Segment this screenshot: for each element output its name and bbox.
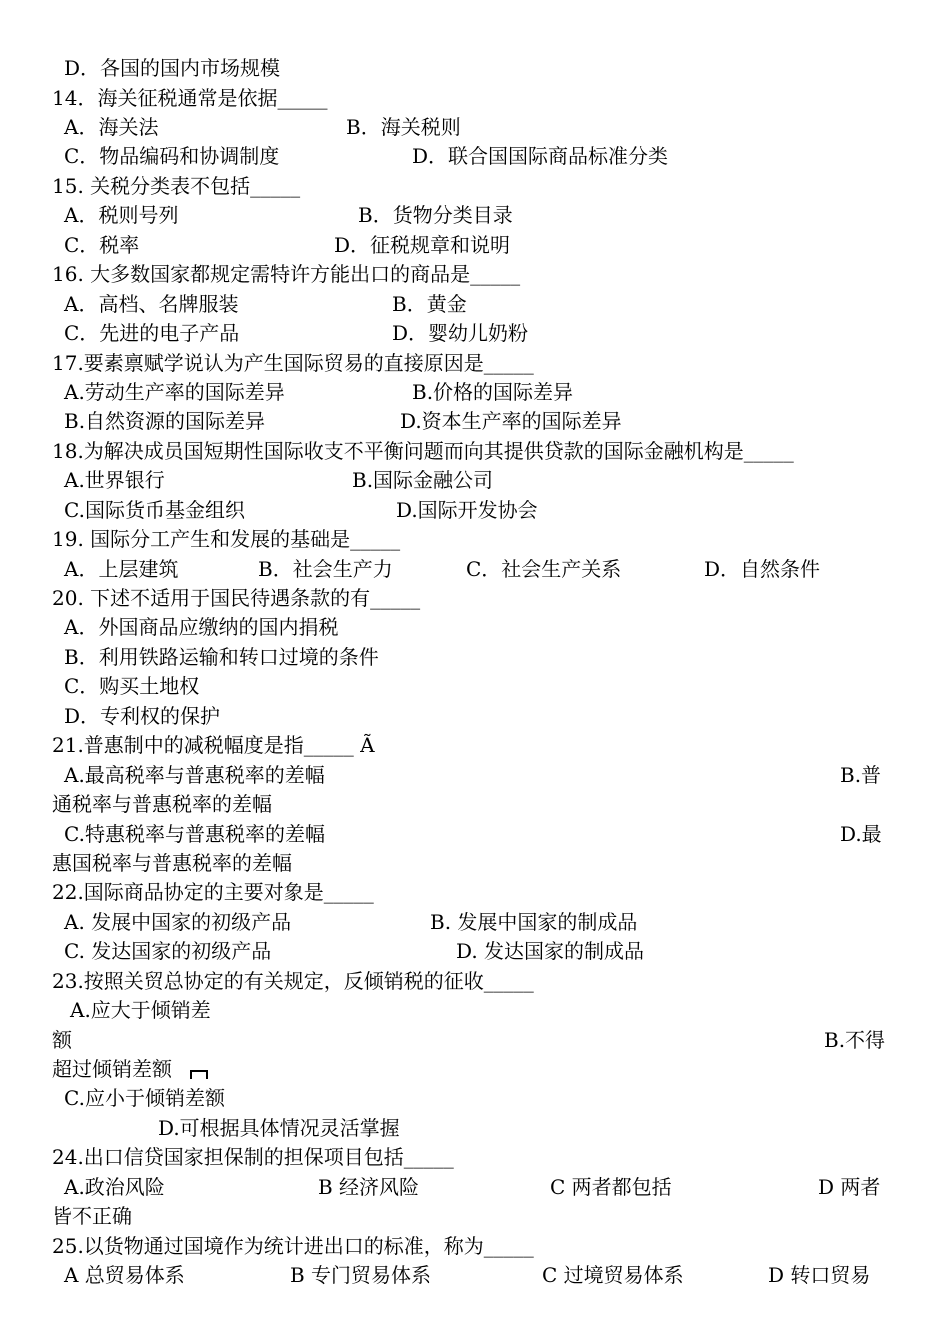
q23-option-a-cont: 额 (52, 1028, 72, 1052)
q21-question: 21.普惠制中的减税幅度是指_____ Ã (52, 733, 375, 757)
q19-option-b: B．社会生产力 (258, 557, 393, 581)
q16-option-a: A．高档、名牌服装 (64, 292, 239, 316)
q17-option-c: B.自然资源的国际差异 (64, 409, 266, 433)
q20-option-d: D．专利权的保护 (64, 704, 221, 728)
q24-option-d-start: D 两者 (818, 1175, 881, 1199)
q21-option-d-cont: 惠国税率与普惠税率的差幅 (52, 851, 292, 875)
q24-option-b: B 经济风险 (318, 1175, 420, 1199)
q16-option-b: B．黄金 (392, 292, 467, 316)
q18-option-b: B.国际金融公司 (352, 468, 494, 492)
q16-option-d: D．婴幼儿奶粉 (392, 321, 529, 345)
q14-question: 14．海关征税通常是依据_____ (52, 86, 328, 110)
q25-option-c: C 过境贸易体系 (542, 1263, 684, 1287)
stray-mark-icon (190, 1068, 208, 1080)
q15-option-a: A．税则号列 (64, 203, 179, 227)
q16-question: 16. 大多数国家都规定需特许方能出口的商品是_____ (52, 262, 521, 286)
q22-option-d: D. 发达国家的制成品 (456, 939, 645, 963)
q18-option-c: C.国际货币基金组织 (64, 498, 245, 522)
q18-option-d: D.国际开发协会 (396, 498, 538, 522)
q18-option-a: A.世界银行 (64, 468, 165, 492)
q25-option-a: A 总贸易体系 (64, 1263, 185, 1287)
q13-option-d: D．各国的国内市场规模 (64, 56, 281, 80)
q21-option-c: C.特惠税率与普惠税率的差幅 (64, 822, 325, 846)
q23-question: 23.按照关贸总协定的有关规定，反倾销税的征收_____ (52, 969, 534, 993)
q22-option-a: A. 发展中国家的初级产品 (64, 910, 292, 934)
q19-option-c: C．社会生产关系 (466, 557, 622, 581)
q16-option-c: C．先进的电子产品 (64, 321, 240, 345)
q20-option-b: B．利用铁路运输和转口过境的条件 (64, 645, 379, 669)
q25-question: 25.以货物通过国境作为统计进出口的标准，称为_____ (52, 1234, 534, 1258)
q25-option-d: D 转口贸易 (768, 1263, 871, 1287)
q19-option-d: D．自然条件 (704, 557, 821, 581)
q19-option-a: A．上层建筑 (64, 557, 179, 581)
q14-option-a: A．海关法 (64, 115, 159, 139)
q23-option-b-start: B.不得 (824, 1028, 886, 1052)
q23-option-c: C.应小于倾销差额 (64, 1086, 225, 1110)
q21-option-a: A.最高税率与普惠税率的差幅 (64, 763, 325, 787)
q15-option-c: C．税率 (64, 233, 140, 257)
q17-option-d: D.资本生产率的国际差异 (400, 409, 622, 433)
q17-option-b: B.价格的国际差异 (412, 380, 574, 404)
q14-option-b: B．海关税则 (346, 115, 461, 139)
q17-question: 17.要素禀赋学说认为产生国际贸易的直接原因是_____ (52, 351, 534, 375)
q21-option-b-cont: 通税率与普惠税率的差幅 (52, 792, 272, 816)
q18-question: 18.为解决成员国短期性国际收支不平衡问题而向其提供贷款的国际金融机构是_____ (52, 439, 794, 463)
q22-option-b: B. 发展中国家的制成品 (430, 910, 638, 934)
q24-question: 24.出口信贷国家担保制的担保项目包括_____ (52, 1145, 454, 1169)
q21-option-b-start: B.普 (840, 763, 882, 787)
q23-option-a-start: A.应大于倾销差 (70, 998, 211, 1022)
q24-option-d-cont: 皆不正确 (52, 1204, 132, 1228)
q19-question: 19. 国际分工产生和发展的基础是_____ (52, 527, 401, 551)
q24-option-c: C 两者都包括 (550, 1175, 672, 1199)
q21-option-d-start: D.最 (840, 822, 882, 846)
q14-option-d: D．联合国国际商品标准分类 (412, 144, 669, 168)
q20-option-c: C．购买土地权 (64, 674, 200, 698)
q15-option-b: B．货物分类目录 (358, 203, 513, 227)
q15-option-d: D．征税规章和说明 (334, 233, 511, 257)
q15-question: 15. 关税分类表不包括_____ (52, 174, 301, 198)
q17-option-a: A.劳动生产率的国际差异 (64, 380, 285, 404)
q22-question: 22.国际商品协定的主要对象是_____ (52, 880, 374, 904)
q23-option-d: D.可根据具体情况灵活掌握 (158, 1116, 400, 1140)
q20-question: 20. 下述不适用于国民待遇条款的有_____ (52, 586, 421, 610)
q22-option-c: C. 发达国家的初级产品 (64, 939, 272, 963)
q25-option-b: B 专门贸易体系 (290, 1263, 432, 1287)
q14-option-c: C．物品编码和协调制度 (64, 144, 280, 168)
q24-option-a: A.政治风险 (64, 1175, 165, 1199)
q23-option-b-cont: 超过倾销差额 (52, 1057, 172, 1081)
q20-option-a: A．外国商品应缴纳的国内捐税 (64, 615, 339, 639)
